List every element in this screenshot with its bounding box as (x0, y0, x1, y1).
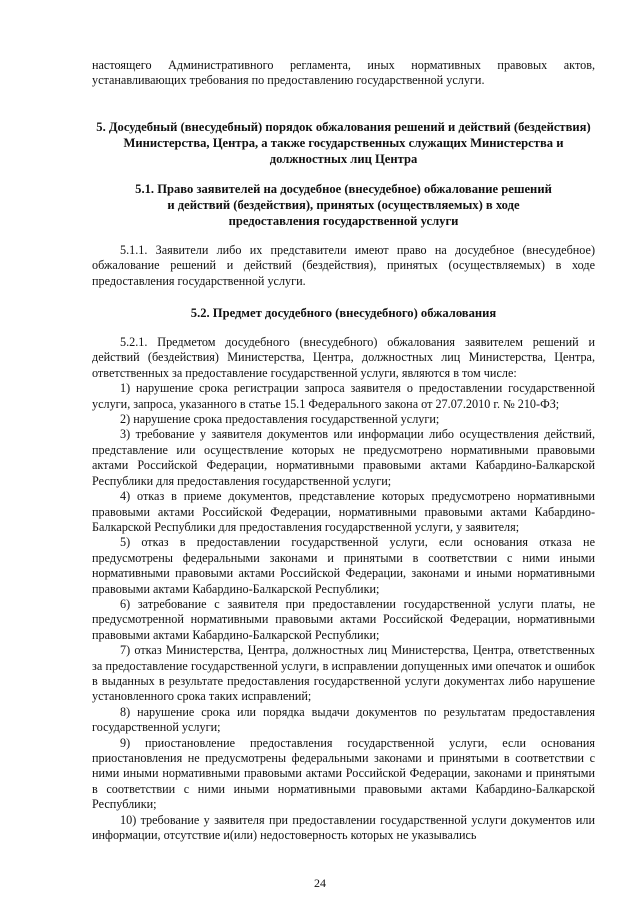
list-item: 6) затребование с заявителя при предоставлении государственной услуги платы, не предусмотренной нормативными правовыми актами Российской Федерации, нормативными правовыми актами Кабардино-Балкарской Республики; (92, 596, 595, 642)
list-item: 7) отказ Министерства, Центра, должностных лиц Министерства, Центра, ответственных за предоставление государственной услуги, в исправлении допущенных ими опечаток и ошибок в выданных в результате предоставления государственной услуги документах либо нарушение установленного срока таких исправлений; (92, 643, 595, 704)
page-number: 24 (314, 876, 326, 890)
section-5-2-heading: 5.2. Предмет досудебного (внесудебного) обжалования (190, 306, 497, 321)
list-item: 5) отказ в предоставлении государственной услуги, если основания отказа не предусмотрены федеральными законами и принятыми в соответствии с ними иными нормативными правовыми актами Российской Федерации, законами и иными нормативными правовыми актами Кабардино-Балкарской Республики; (92, 535, 595, 596)
list-item: 3) требование у заявителя документов или информации либо осуществления действий, представление или осуществление которых не предусмотрено нормативными правовыми актами Российской Федерации, нормативными правовыми актами Кабардино-Балкарской Республики для предоставления государственной услуги; (92, 427, 595, 488)
section-5-2-1-intro: 5.2.1. Предметом досудебного (внесудебного) обжалования заявителем решений и действий (бездействия) Министерства, Центра, должностных лиц Министерства, Центра, ответственных за предоставление государственной услуги, являются в том числе: (92, 335, 595, 380)
section-5-1-1-paragraph: 5.1.1. Заявители либо их представители имеют право на досудебное (внесудебное) обжалование решений и действий (бездействия), принятых (осуществляемых) в ходе предоставления государственной услуги. (92, 242, 595, 288)
intro-paragraph: настоящего Административного регламента, иных нормативных правовых актов, устанавливающих требования по предоставлению государственной услуги. (92, 58, 595, 88)
list-item: 8) нарушение срока или порядка выдачи документов по результатам предоставления государственной услуги; (92, 704, 595, 735)
list-item: 2) нарушение срока предоставления государственной услуги; (120, 412, 440, 427)
violations-list (92, 381, 595, 843)
list-item: 4) отказ в приеме документов, представление которых предусмотрено нормативными правовыми актами Российской Федерации, нормативными правовыми актами Кабардино-Балкарской Республики для предоставления государственной услуги, у заявителя; (92, 489, 595, 534)
list-item: 10) требование у заявителя при предоставлении государственной услуги документов или информации, отсутствие и(или) недостоверность которых не указывались (92, 812, 595, 843)
section-5-heading: 5. Досудебный (внесудебный) порядок обжалования решений и действий (бездействия) Министерства, Центра, а также государственных служащих Министерства и должностных лиц Центра (96, 119, 591, 166)
list-item: 9) приостановление предоставления государственной услуги, если основания приостановления не предусмотрены федеральными законами и принятыми в соответствии с ними иными нормативными правовыми актами Российской Федерации, законами и принятыми в соответствии с ними иными нормативными правовыми актами Кабардино-Балкарской Республики; (92, 735, 595, 812)
page-content (92, 58, 595, 843)
list-item: 1) нарушение срока регистрации запроса заявителя о предоставлении государственной услуги, запроса, указанного в статье 15.1 Федерального закона от 27.07.2010 г. № 210-ФЗ; (92, 381, 595, 411)
section-5-1-heading: 5.1. Право заявителей на досудебное (внесудебное) обжалование решений и действий (бездействия), принятых (осуществляемых) в ходе предоставления государственной услуги (135, 181, 552, 228)
